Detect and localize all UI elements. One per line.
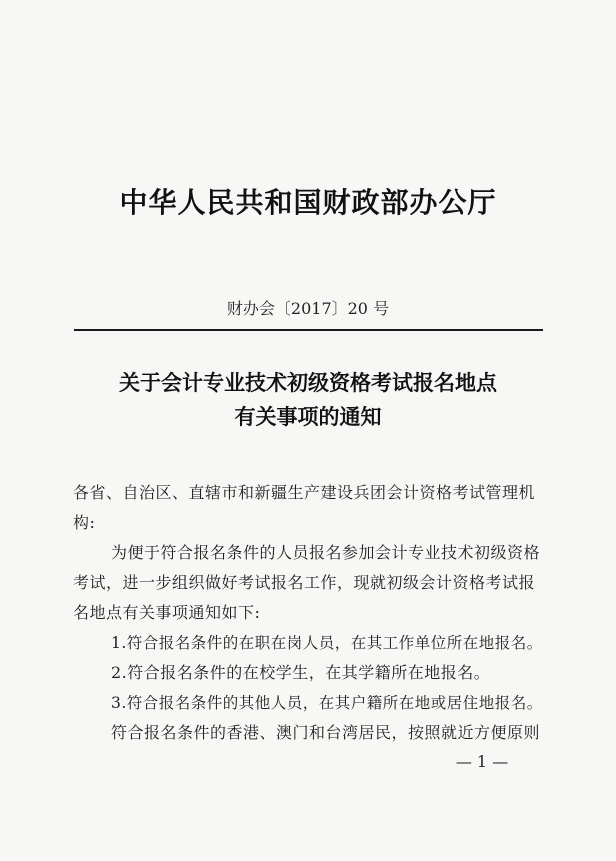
document-number: 财办会〔2017〕20 号 — [226, 299, 390, 318]
document-body — [73, 478, 543, 748]
item-4-start: 符合报名条件的香港、澳门和台湾居民，按照就近方便原则 — [111, 723, 541, 742]
intro-line-2: 考试，进一步组织做好考试报名工作，现就初级会计资格考试报 — [73, 573, 536, 592]
intro-line-1: 为便于符合报名条件的人员报名参加会计专业技术初级资格 — [111, 543, 541, 562]
notice-title-line-1: 关于会计专业技术初级资格考试报名地点 — [119, 370, 497, 395]
intro-line-3: 名地点有关事项通知如下: — [73, 603, 261, 622]
salutation-line-2: 构: — [73, 513, 96, 532]
item-2: 2.符合报名条件的在校学生，在其学籍所在地报名。 — [111, 663, 491, 682]
page-number: — 1 — — [455, 752, 509, 771]
notice-title-line-2: 有关事项的通知 — [234, 404, 382, 429]
notice-title — [0, 366, 616, 434]
item-1: 1.符合报名条件的在职在岗人员，在其工作单位所在地报名。 — [111, 634, 543, 652]
salutation-line-1: 各省、自治区、直辖市和新疆生产建设兵团会计资格考试管理机 — [73, 483, 536, 502]
item-3: 3.符合报名条件的其他人员，在其户籍所在地或居住地报名。 — [111, 694, 543, 712]
issuer-title: 中华人民共和国财政部办公厅 — [119, 186, 497, 219]
header-divider — [74, 329, 543, 331]
